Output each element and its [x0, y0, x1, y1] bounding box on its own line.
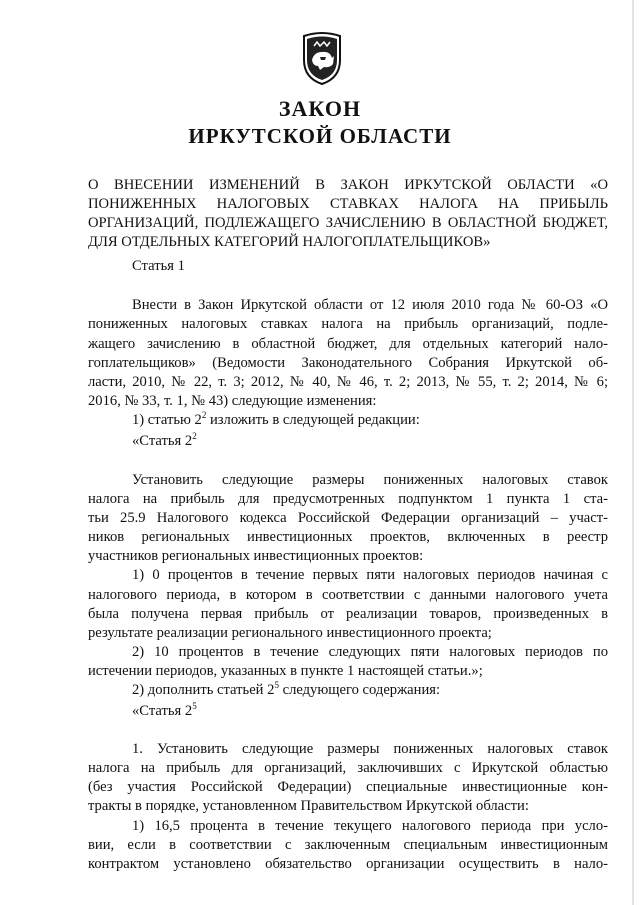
article-text-line: Установить следующие размеры пониженных налоговых ставок	[132, 472, 608, 488]
intro-line: жащего зачислению в областной бюджет, для отдельных категорий нало-	[88, 336, 608, 352]
article-text-line: (без участия Российской Федерации) специальные инвестиционные кон-	[88, 779, 608, 795]
sub-item-line: контрактом установлено обязательство организации осуществить в нало-	[88, 856, 608, 872]
law-heading: О ВНЕСЕНИИ ИЗМЕНЕНИЙ В ЗАКОН ИРКУТСКОЙ ОБЛАСТИ «О ПОНИЖЕННЫХ НАЛОГОВЫХ СТАВКАХ НАЛОГА НА ПРИБЫЛЬ ОРГАНИЗАЦИЙ, ПОДЛЕЖАЩЕГО ЗАЧИСЛЕНИЮ В ОБЛАСТНОЙ БЮДЖЕТ, ДЛЯ ОТДЕЛЬНЫХ КАТЕГОРИЙ НАЛОГОПЛАТЕЛЬЩИКОВ»	[88, 177, 608, 250]
article-text-line: налога на прибыль для предусмотренных подпунктом 1 пункта 1 ста-	[88, 491, 608, 507]
intro-line: гоплательщиков» (Ведомости Законодательного Собрания Иркутской об-	[88, 355, 608, 371]
sub-item-line: 1) 0 процентов в течение первых пяти налоговых периодов начиная с	[132, 567, 608, 583]
sub-item-line: 2) 10 процентов в течение следующих пяти налоговых периодов по	[132, 644, 608, 660]
article-text-line: 1. Установить следующие размеры пониженных налоговых ставок	[132, 741, 608, 757]
quoted-article-label: «Статья $2^5$	[132, 701, 197, 719]
intro-line: пониженных налоговых ставках налога на прибыль организаций, подле-	[88, 316, 608, 332]
article-text-line: участников региональных инвестиционных проектов:	[88, 548, 424, 564]
sub-item-line: истечении периодов, указанных в пункте 1 настоящей статьи.»;	[88, 663, 483, 679]
sub-item-line: результате реализации регионального инвестиционного проекта;	[88, 625, 492, 641]
article-text-line: тьи 25.9 Налогового кодекса Российской Федерации организаций – участ-	[88, 510, 608, 526]
article-text-line: ников региональных инвестиционных проектов, включенных в реестр	[88, 529, 608, 545]
intro-line: ласти, 2010, № 22, т. 3; 2012, № 40, № 46, т. 2; 2013, № 55, т. 2; 2014, № 6;	[88, 374, 608, 390]
quoted-article-label: «Статья $2^2$	[132, 431, 197, 449]
law-title: ЗАКОН	[278, 96, 362, 121]
sub-item-line: налогового периода, в котором в соответствии с данными налогового учета	[88, 587, 608, 603]
intro-line: Внести в Закон Иркутской области от 12 июля 2010 года № 60-ОЗ «О	[132, 297, 608, 313]
scan-edge-shadow	[632, 0, 634, 905]
coat-of-arms-icon	[300, 30, 344, 86]
amendment-item-1: 1) статью $2^2$ изложить в следующей редакции:	[132, 410, 420, 428]
sub-item-line: была получена первая прибыль от реализации товаров, произведенных в	[88, 606, 608, 622]
law-region: ИРКУТСКОЙ ОБЛАСТИ	[188, 124, 452, 148]
article-text-line: налога на прибыль для организаций, заключивших с Иркутской областью	[88, 760, 608, 776]
intro-line: 2016, № 33, т. 1, № 43) следующие изменения:	[88, 393, 377, 409]
article-text-line: тракты в порядке, установленном Правительством Иркутской области:	[88, 798, 529, 814]
article-label: Статья 1	[132, 258, 185, 274]
sub-item-line: 1) 16,5 процента в течение текущего налогового периода при усло-	[132, 818, 608, 834]
sub-item-line: вии, если в соответствии с заключенным специальным инвестиционным	[88, 837, 608, 853]
amendment-item-2: 2) дополнить статьей $2^5$ следующего содержания:	[132, 680, 441, 698]
